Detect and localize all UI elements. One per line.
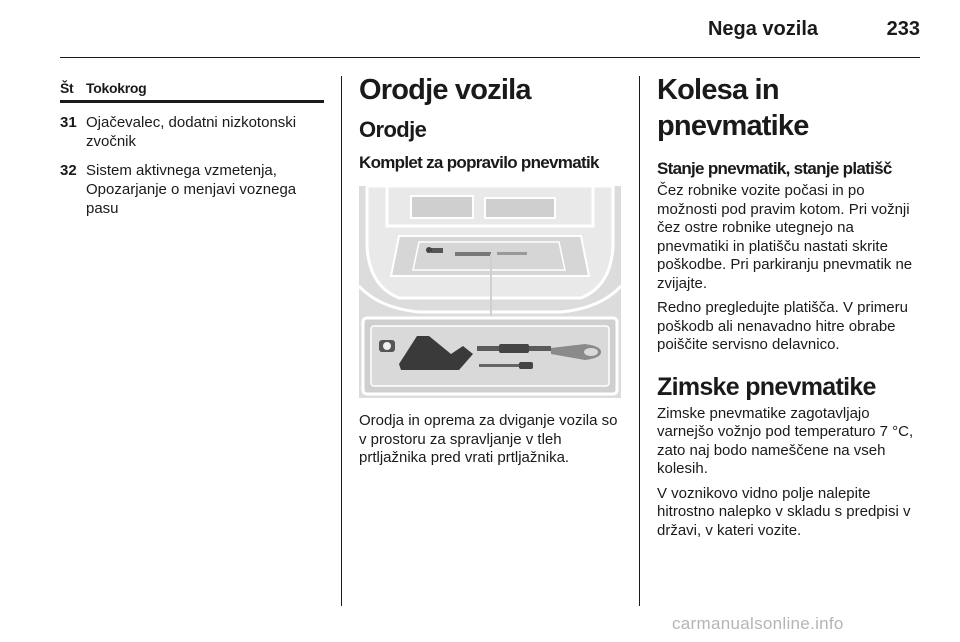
wheels-column: [657, 72, 927, 540]
column-header-number: Št: [60, 80, 74, 96]
running-header-title: Nega vozila: [707, 18, 818, 40]
fuse-circuit: Sistem aktivnega vzmetenja, Opozarjanje o menjavi voznega pasu: [86, 162, 297, 217]
paragraph-tyre-condition-2: Redno pregledujte platišča. V primeru poškodb ali nenavadno hitre obrabe poiščite servisno delavnico.: [657, 299, 908, 353]
subheading-tyre-repair-kit: Komplet za popravilo pnevmatik: [359, 153, 599, 172]
watermark: carmanualsonline.info: [672, 614, 844, 633]
subheading-tyre-condition: Stanje pnevmatik, stanje platišč: [657, 159, 892, 178]
paragraph-winter-tyres-2: V voznikovo vidno polje nalepite hitrostno nalepko v skladu s predpisi v državi, v kateri vozite.: [657, 484, 911, 539]
paragraph-winter-tyres-1: Zimske pnevmatike zagotavljajo varnejšo vožnjo pod temperaturo 7 °C, zato naj bodo nameščene na vseh kolesih.: [657, 404, 914, 477]
fuse-circuit: Ojačevalec, dodatni nizkotonski zvočnik: [86, 114, 297, 150]
table-row: [60, 161, 324, 218]
column-divider-right: [639, 76, 640, 606]
header-rule: [60, 57, 920, 58]
paragraph-tyre-condition-1: Čez robnike vozite počasi in po možnosti pod pravim kotom. Pri vožnji čez ostre robnike utegnejo na pnevmatiki in platišču nastati skrite poškodbe. Pri parkiranju pnevmatik ne zvijajte.: [657, 182, 913, 292]
column-divider-left: [341, 76, 342, 606]
fuse-table-header: [60, 80, 324, 103]
fuse-table: [60, 80, 324, 218]
fuse-number: 32: [60, 162, 77, 179]
subheading-winter-tyres: Zimske pnevmatike: [657, 372, 876, 401]
table-row: [60, 113, 324, 151]
section-heading-wheels-tyres: Kolesa in pnevmatike: [657, 74, 809, 142]
page-number: 233: [886, 18, 920, 40]
tool-kit-drawing: [359, 186, 621, 398]
tool-kit-illustration: [359, 186, 621, 398]
column-header-circuit: Tokokrog: [86, 80, 147, 96]
fuse-number: 31: [60, 114, 77, 131]
tools-column: [359, 72, 625, 468]
tools-caption: Orodja in oprema za dviganje vozila so v prostoru za spravljanje v tleh prtljažnika pred vrati prtljažnika.: [359, 412, 618, 466]
section-heading-vehicle-tools: Orodje vozila: [359, 74, 531, 106]
subheading-tools: Orodje: [359, 117, 427, 142]
